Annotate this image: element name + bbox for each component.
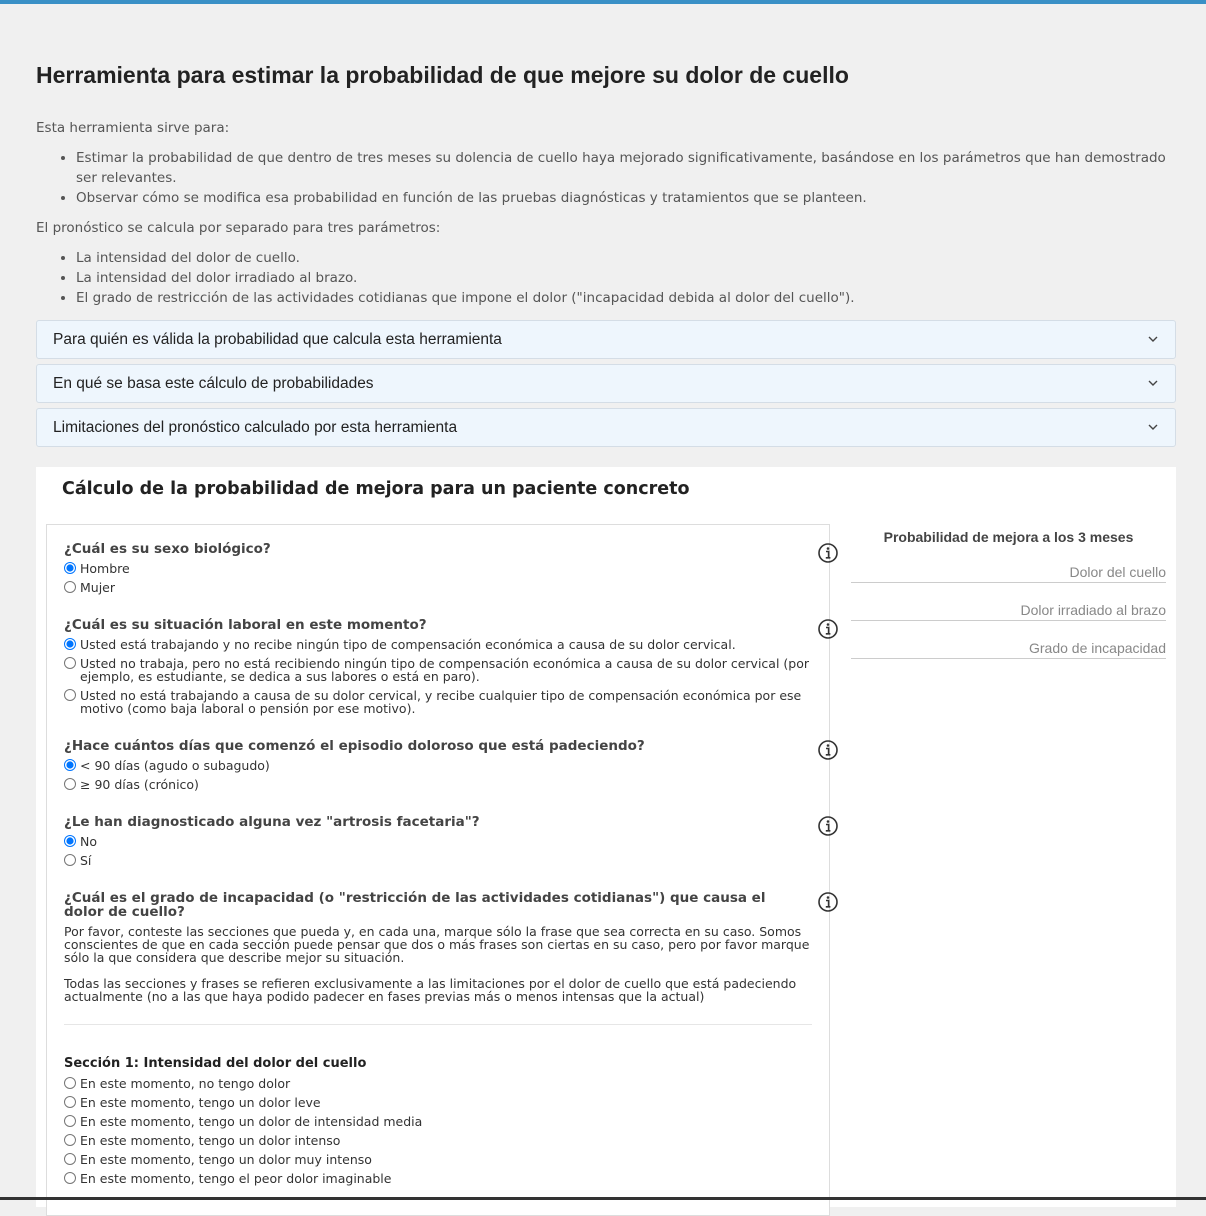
option-label: Hombre [80,561,130,576]
option-label: En este momento, no tengo dolor [80,1076,291,1091]
accordion-label: Limitaciones del pronóstico calculado por esta herramienta [53,419,458,436]
results-panel [851,524,1166,659]
radio-option[interactable] [64,778,814,791]
option-label: En este momento, tengo un dolor de intensidad media [80,1114,423,1129]
chevron-down-icon [1147,421,1159,433]
list-item: • Observar cómo se modifica esa probabilidad en función de las pruebas diagnósticas y tratamientos que se planteen. [76,188,1176,208]
radio-acute[interactable] [64,759,76,771]
radio-si[interactable] [64,854,76,866]
result-row-neck [851,545,1166,583]
page-title: Herramienta para estimar la probabilidad de que mejore su dolor de cuello [36,62,849,88]
radio-s1-0[interactable] [64,1077,76,1089]
radio-option[interactable] [64,1172,814,1185]
question-title: ¿Le han diagnosticado alguna vez "artrosis facetaria"? [64,814,480,830]
info-icon[interactable] [817,815,839,837]
disability-instructions: Por favor, conteste las secciones que pueda y, en cada una, marque sólo la frase que sea correcta en su caso. Somos conscientes de que en cada sección puede pensar que dos o más frases son ciertas en su caso, pero por favor marque sólo la que considera que describe mejor su situación. [64,924,810,965]
question-disability [64,891,814,1003]
radio-option[interactable] [64,1153,814,1166]
radio-option[interactable] [64,638,814,651]
question-title: ¿Hace cuántos días que comenzó el episodio doloroso que está padeciendo? [64,738,645,754]
option-label: En este momento, tengo un dolor intenso [80,1133,341,1148]
result-label: Dolor del cuello [1069,564,1166,580]
section-1 [64,1056,814,1185]
chevron-down-icon [1147,377,1159,389]
intro [36,118,1176,318]
accordion-validity[interactable] [36,320,1176,359]
accordion-label: En qué se basa este cálculo de probabilidades [53,375,374,392]
radio-mujer[interactable] [64,581,76,593]
accordion-basis[interactable] [36,364,1176,403]
radio-option[interactable] [64,1115,814,1128]
info-icon[interactable] [817,891,839,913]
radio-option[interactable] [64,1134,814,1147]
disability-note: Todas las secciones y frases se refieren exclusivamente a las limitaciones por el dolor de cuello que está padeciendo actualmente (no a las que haya podido padecer en fases previas más o menos intensas que la actual) [64,976,797,1004]
result-label: Dolor irradiado al brazo [1020,602,1166,618]
result-row-arm [851,583,1166,621]
radio-option[interactable] [64,835,814,848]
list-item: • Estimar la probabilidad de que dentro de tres meses su dolencia de cuello haya mejorado significativamente, basándose en los parámetros que han demostrado ser relevantes. [76,148,1176,188]
option-label: Usted no trabaja, pero no está recibiendo ningún tipo de compensación económica a causa de su dolor cervical (por ejemplo, es estudiante, se dedica a sus labores o está en paro). [80,656,809,684]
section-title: Sección 1: Intensidad del dolor del cuello [64,1056,367,1071]
calculator-title: Cálculo de la probabilidad de mejora para un paciente concreto [62,479,690,499]
option-label: Usted está trabajando y no recibe ningún tipo de compensación económica a causa de su dolor cervical. [80,637,736,652]
radio-s1-5[interactable] [64,1172,76,1184]
option-label: En este momento, tengo un dolor leve [80,1095,321,1110]
question-artrosis [64,815,814,867]
option-label: Usted no está trabajando a causa de su dolor cervical, y recibe cualquier tipo de compensación económica por ese motivo (como baja laboral o pensión por ese motivo). [80,688,802,716]
radio-not-working[interactable] [64,657,76,669]
patient-form [46,524,830,1216]
info-icon[interactable] [817,739,839,761]
calculator-card [36,467,1176,1207]
uses-list [36,148,1176,208]
radio-option[interactable] [64,854,814,867]
option-label: < 90 días (agudo o subagudo) [80,758,270,773]
radio-s1-3[interactable] [64,1134,76,1146]
radio-s1-2[interactable] [64,1115,76,1127]
radio-option[interactable] [64,689,814,715]
list-item: • El grado de restricción de las actividades cotidianas que impone el dolor ("incapacidad debida al dolor del cuello"). [76,288,1176,308]
option-label: Mujer [80,580,116,595]
radio-no[interactable] [64,835,76,847]
accordion-limitations[interactable] [36,408,1176,447]
radio-s1-4[interactable] [64,1153,76,1165]
info-icon[interactable] [817,542,839,564]
intro-lead: Esta herramienta sirve para: [36,120,230,136]
question-title: ¿Cuál es el grado de incapacidad (o "restricción de las actividades cotidianas") que causa el dolor de cuello? [64,890,766,920]
radio-compensated[interactable] [64,689,76,701]
radio-hombre[interactable] [64,562,76,574]
radio-option[interactable] [64,1096,814,1109]
radio-option[interactable] [64,1077,814,1090]
radio-working[interactable] [64,638,76,650]
option-label: No [80,834,97,849]
list-item: • La intensidad del dolor de cuello. [76,248,1176,268]
params-lead: El pronóstico se calcula por separado para tres parámetros: [36,220,441,236]
question-sex [64,542,814,594]
question-work [64,618,814,715]
question-title: ¿Cuál es su sexo biológico? [64,541,271,557]
radio-option[interactable] [64,759,814,772]
option-label: En este momento, tengo el peor dolor imaginable [80,1171,392,1186]
result-row-disability [851,621,1166,659]
option-label: En este momento, tengo un dolor muy intenso [80,1152,372,1167]
option-label: ≥ 90 días (crónico) [80,777,199,792]
info-icon[interactable] [817,618,839,640]
chevron-down-icon [1147,333,1159,345]
radio-chronic[interactable] [64,778,76,790]
divider [64,1024,812,1025]
radio-option[interactable] [64,581,814,594]
radio-option[interactable] [64,657,814,683]
option-label: Sí [80,853,92,868]
params-list [36,248,1176,308]
top-accent-bar [0,0,1206,4]
radio-option[interactable] [64,562,814,575]
radio-s1-1[interactable] [64,1096,76,1108]
question-days [64,739,814,791]
results-title: Probabilidad de mejora a los 3 meses [883,529,1134,545]
accordion-label: Para quién es válida la probabilidad que calcula esta herramienta [53,331,502,348]
question-title: ¿Cuál es su situación laboral en este momento? [64,617,427,633]
result-label: Grado de incapacidad [1029,640,1166,656]
list-item: • La intensidad del dolor irradiado al brazo. [76,268,1176,288]
